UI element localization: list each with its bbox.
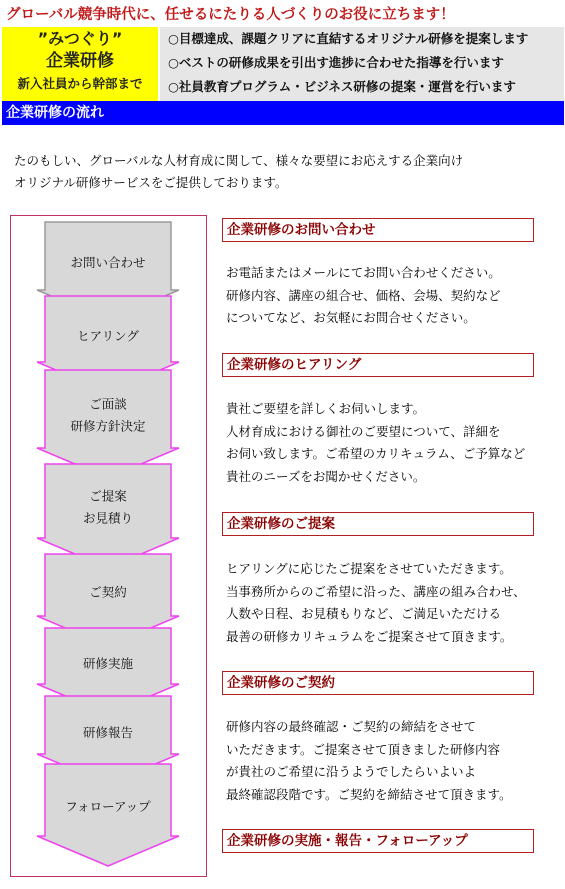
flow-step-label: お問い合わせ <box>70 255 146 271</box>
section-bar: 企業研修の流れ <box>2 101 564 125</box>
text-line: についてなど、お気軽にお問合せください。 <box>226 310 476 325</box>
text-line: お伺い致します。ご希望のカリキュラム、ご予算など <box>226 446 526 461</box>
text-line: 当事務所からのご希望に沿った、講座の組み合わせ、 <box>226 583 526 599</box>
feature-point: ○目標達成、課題クリアに直結するオリジナル研修を提案します <box>168 31 529 46</box>
flow-step-label: ヒアリング <box>77 328 139 344</box>
feature-point: ○社員教育プログラム・ビジネス研修の提案・運営を行います <box>168 79 516 94</box>
flow-arrows <box>11 216 206 876</box>
text-line: 最終確認段階です。ご契約を締結させて頂きます。 <box>226 786 512 802</box>
text-line: いただきます。ご提案させて頂きました研修内容 <box>226 741 501 757</box>
badge-brand: ”みつぐり” <box>37 29 123 48</box>
feature-point: ○ベストの研修成果を引出す進捗に合わせた指導を行います <box>168 55 504 70</box>
flow-step-label: ご面談 <box>89 396 127 412</box>
text-line: 研修内容、講座の組合せ、価格、会場、契約など <box>226 287 501 303</box>
text-line: 人材育成における御社のご要望について、詳細を <box>226 423 501 439</box>
section-text-inquiry <box>226 262 501 330</box>
flow-step-label: 研修方針決定 <box>70 418 146 434</box>
flow-step-label: お見積り <box>82 510 134 526</box>
feature-points <box>160 27 564 101</box>
text-line: お電話またはメールにてお問い合わせください。 <box>226 265 501 280</box>
section-text-contract <box>226 716 512 806</box>
section-heading-followup: 企業研修の実施・報告・フォローアップ <box>222 829 534 853</box>
flow-step-label: ご契約 <box>89 584 127 600</box>
flow-step-label: 研修報告 <box>82 724 134 740</box>
flow-step-arrow <box>37 764 179 866</box>
flow-step-label: ご提案 <box>89 488 127 504</box>
text-line: 最善の研修カリキュラムをご提案させて頂きます。 <box>226 628 513 644</box>
flow-step-label: フォローアップ <box>65 798 151 814</box>
section-heading-inquiry: 企業研修のお問い合わせ <box>222 218 534 242</box>
text-line: 研修内容の最終確認・ご契約の締結をさせて <box>226 719 477 734</box>
section-text-hearing <box>226 398 525 488</box>
text-line: 貴社ご要望を詳しくお伺いします。 <box>226 401 426 416</box>
intro-text <box>14 150 463 194</box>
text-line: 貴社のニーズをお聞かせください。 <box>226 468 426 484</box>
flow-diagram <box>10 215 207 877</box>
text-line: が貴社のご希望に沿うようでしたらいよいよ <box>226 764 477 779</box>
text-line: ヒアリングに応じたご提案をさせていただきます。 <box>226 561 512 576</box>
flow-step-label: 研修実施 <box>82 656 134 672</box>
page-headline: グローバル競争時代に、任せるにたりる人づくりのお役に立ちます！ <box>6 7 455 23</box>
service-badge <box>2 27 158 101</box>
section-text-proposal <box>226 558 526 648</box>
intro-line: オリジナル研修サービスをご提供しております。 <box>14 175 288 190</box>
badge-target: 新入社員から幹部まで <box>17 76 143 91</box>
text-line: 人数や日程、お見積もりなど、ご満足いただける <box>226 606 502 621</box>
badge-title: 企業研修 <box>46 51 114 71</box>
section-heading-hearing: 企業研修のヒアリング <box>222 353 534 377</box>
section-heading-contract: 企業研修のご契約 <box>222 671 534 695</box>
intro-line: たのもしい、グローバルな人材育成に関して、様々な要望にお応えする企業向け <box>14 153 464 168</box>
section-heading-proposal: 企業研修のご提案 <box>222 512 534 536</box>
